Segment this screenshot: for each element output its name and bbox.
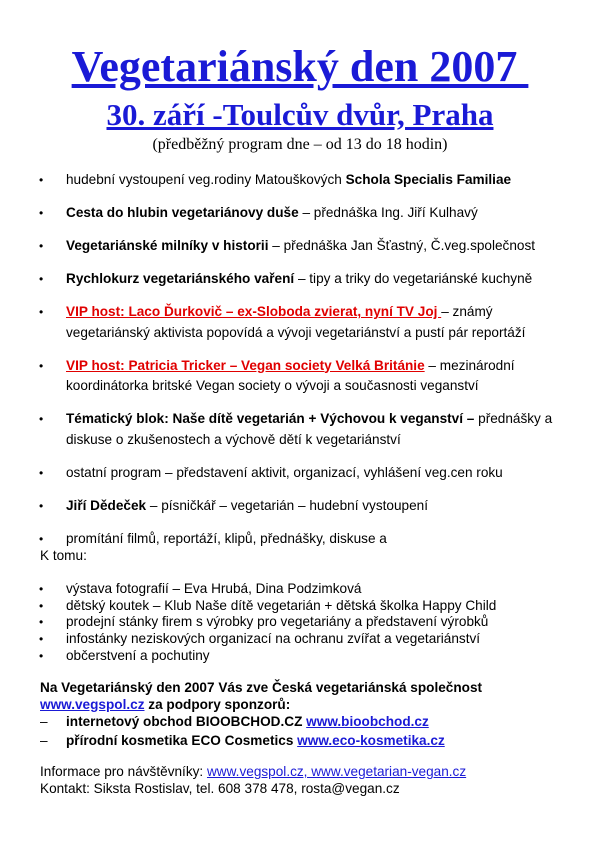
vegspol-link[interactable]: www.vegspol.cz <box>40 696 145 712</box>
item-text: přednášky a diskuse o zkušenostech a výchově dětí k vegetariánství <box>66 411 553 447</box>
invitation <box>40 680 580 713</box>
invite-text: za podpory sponzorů: <box>144 696 291 712</box>
sponsor-text: internetový obchod BIOOBCHOD.CZ <box>66 714 307 729</box>
program-item <box>0 203 566 224</box>
program-item-vip <box>0 356 566 397</box>
vip-host-link[interactable]: VIP host: Laco Ďurkovič – ex-Sloboda zvierat, nyní TV Joj <box>66 304 442 319</box>
item-bold-text: Tématický blok: Naše dítě vegetarián + Výchovou k veganství – <box>66 411 475 426</box>
sponsor-link[interactable]: www.bioobchod.cz <box>306 714 429 729</box>
item-bold-text: Cesta do hlubin vegetariánovy duše <box>66 205 299 220</box>
program-item <box>0 170 566 191</box>
dash: – <box>40 714 48 729</box>
program-list <box>0 170 600 562</box>
program-note: (předběžný program dne – od 13 do 18 hodin) <box>152 136 448 153</box>
sponsor-list <box>0 713 600 750</box>
extras-item: • dětský koutek – Klub Naše dítě vegetarián + dětská školka Happy Child <box>0 598 586 615</box>
k-tomu-label: K tomu: <box>40 548 87 563</box>
item-text: hudební vystoupení veg.rodiny Matouškových <box>66 172 346 187</box>
program-item <box>0 409 566 450</box>
extras-item: • občerstvení a pochutiny <box>0 648 586 665</box>
page-subtitle: 30. září -Toulcův dvůr, Praha <box>106 97 494 132</box>
extras-item: • infostánky neziskových organizací na ochranu zvířat a vegetariánství <box>0 631 586 648</box>
item-text: – přednáška Ing. Jiří Kulhavý <box>298 205 478 220</box>
sponsor-link[interactable]: www.eco-kosmetika.cz <box>297 732 445 748</box>
sponsor-item <box>0 713 600 732</box>
item-text: – mezinárodní koordinátorka britské Vegan society o vývoji a současnosti veganství <box>66 357 515 393</box>
dash: – <box>40 732 48 748</box>
invite-text: Na Vegetariánský den 2007 Vás zve Česká vegetariánská společnost <box>40 680 483 695</box>
item-bold-text: Schola Specialis Familiae <box>345 172 512 187</box>
program-item <box>0 496 566 517</box>
program-item <box>0 463 566 484</box>
sponsor-item <box>0 732 600 751</box>
vip-host-link[interactable]: VIP host: Patricia Tricker – Vegan society Velká Británie <box>66 357 425 373</box>
item-text: – tipy a triky do vegetariánské kuchyně <box>294 271 533 286</box>
extras-list <box>0 581 600 665</box>
info-links[interactable]: www.vegspol.cz, www.vegetarian-vegan.cz <box>206 764 467 779</box>
extras-item: • prodejní stánky firem s výrobky pro vegetariány a představení výrobků <box>0 614 586 631</box>
item-bold-text: Jiří Dědeček <box>66 497 147 513</box>
extras-item: • výstava fotografií – Eva Hrubá, Dina Podzimková <box>0 581 586 598</box>
sponsor-text: přírodní kosmetika ECO Cosmetics <box>66 732 298 748</box>
item-text: – přednáška Jan Šťastný, Č.veg.společnost <box>268 238 536 253</box>
program-item-vip <box>0 302 566 343</box>
item-text: – písničkář – vegetarián – hudební vystoupení <box>146 497 428 513</box>
item-bold-text: Vegetariánské milníky v historii <box>66 238 269 253</box>
item-text: promítání filmů, reportáží, klipů, přednášky, diskuse a <box>66 530 387 546</box>
item-text: – známý vegetariánský aktivista popovídá a vývoji vegetariánství a pustí pár reportáží <box>66 304 526 340</box>
item-bold-text: Rychlokurz vegetariánského vaření <box>66 271 295 286</box>
contact-text: Kontakt: Siksta Rostislav, tel. 608 378 478, rosta@vegan.cz <box>40 781 400 796</box>
program-item <box>0 236 566 257</box>
program-item <box>0 269 566 290</box>
footer <box>40 763 580 797</box>
page-title: Vegetariánský den 2007 <box>71 42 529 91</box>
item-text: ostatní program – představení aktivit, organizací, vyhlášení veg.cen roku <box>66 464 503 480</box>
info-label: Informace pro návštěvníky: <box>40 764 207 779</box>
